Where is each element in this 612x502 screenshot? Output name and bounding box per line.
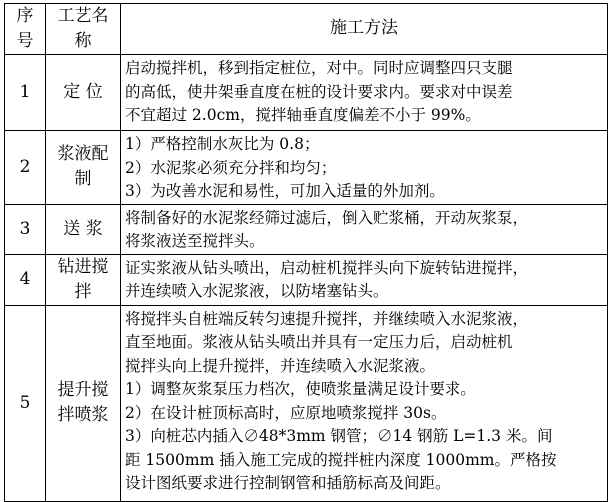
process-name-line: 拌喷浆 <box>57 405 109 425</box>
method-line: 2）在设计桩顶标高时，应原地喷浆搅拌 30s。 <box>125 403 447 422</box>
row-number-cell: 1 <box>5 55 46 131</box>
method-line: 2）水泥浆必须充分拌和均匀； <box>125 158 337 177</box>
header-no-cell <box>5 4 46 55</box>
process-name-line: 拌 <box>74 281 92 302</box>
header-no-line-1: 序 <box>16 6 34 26</box>
header-name-line-1: 工艺名 <box>57 6 109 26</box>
method-line: 并连续喷入水泥浆液，以防堵塞钻头。 <box>125 282 389 300</box>
process-name-line: 浆液配 <box>57 144 109 165</box>
process-name-line: 定 位 <box>63 82 103 102</box>
method-line: 证实浆液从钻头喷出，启动桩机搅拌头向下旋转钻进搅拌， <box>125 258 529 277</box>
process-name-cell <box>46 204 121 254</box>
process-name-line: 制 <box>74 169 92 190</box>
header-method-cell: 施工方法 <box>121 4 608 55</box>
method-line: 将浆液送至搅拌头。 <box>125 232 265 250</box>
header-name-line-2: 称 <box>74 31 92 51</box>
method-line: 将搅拌头自桩端反转匀速提升搅拌，并继续喷入水泥浆液， <box>125 309 529 328</box>
row-number-cell: 5 <box>5 305 46 501</box>
header-name-cell <box>46 4 121 55</box>
method-line: 3）向桩芯内插入∅48*3mm 钢管；∅14 钢筋 L=1.3 米。间 <box>125 427 553 445</box>
table-row <box>5 55 608 131</box>
method-line: 将制备好的水泥浆经筛过滤后，倒入贮浆桶，开动灰浆泵， <box>125 208 529 227</box>
method-line: 1）调整灰浆泵压力档次，使喷浆量满足设计要求。 <box>125 380 476 398</box>
table-row <box>5 305 608 501</box>
method-cell <box>121 55 608 131</box>
table-row <box>5 204 608 254</box>
method-line: 直至地面。浆液从钻头喷出并具有一定压力后，启动桩机 <box>125 333 513 351</box>
process-name-line: 钻进搅 <box>57 256 109 277</box>
row-number-cell: 2 <box>5 131 46 205</box>
process-name-cell <box>46 305 121 501</box>
row-number-cell: 3 <box>5 204 46 254</box>
process-name-line: 提升搅 <box>57 380 109 400</box>
method-cell <box>121 305 608 501</box>
method-cell <box>121 204 608 254</box>
method-line: 距 1500mm 插入施工完成的搅拌桩内深度 1000mm。严格按 <box>125 450 557 469</box>
row-number-cell: 4 <box>5 254 46 305</box>
process-name-cell <box>46 254 121 305</box>
table-header-row <box>5 4 608 55</box>
method-cell <box>121 131 608 205</box>
method-cell <box>121 254 608 305</box>
header-no-line-2: 号 <box>16 31 34 51</box>
construction-method-table <box>4 3 608 502</box>
method-line: 启动搅拌机，移到指定桩位，对中。同时应调整四只支腿 <box>125 59 513 77</box>
method-line: 1）严格控制水灰比为 0.8； <box>125 135 320 153</box>
method-line: 设计图纸要求进行控制钢管和插筋标高及间距。 <box>125 474 451 492</box>
method-line: 3）为改善水泥和易性，可加入适量的外加剂。 <box>125 182 445 200</box>
method-line: 搅拌头向上提升搅拌，并连续喷入水泥浆液。 <box>125 356 436 375</box>
construction-method-document <box>4 3 608 491</box>
table-row <box>5 254 608 305</box>
process-name-cell <box>46 131 121 205</box>
process-name-cell <box>46 55 121 131</box>
method-line: 的高低，使井架垂直度在桩的设计要求内。要求对中误差 <box>125 82 513 101</box>
table-row <box>5 131 608 205</box>
process-name-line: 送 浆 <box>63 218 103 239</box>
method-line: 不宜超过 2.0cm，搅拌轴垂直度偏差不小于 99%。 <box>125 106 481 124</box>
